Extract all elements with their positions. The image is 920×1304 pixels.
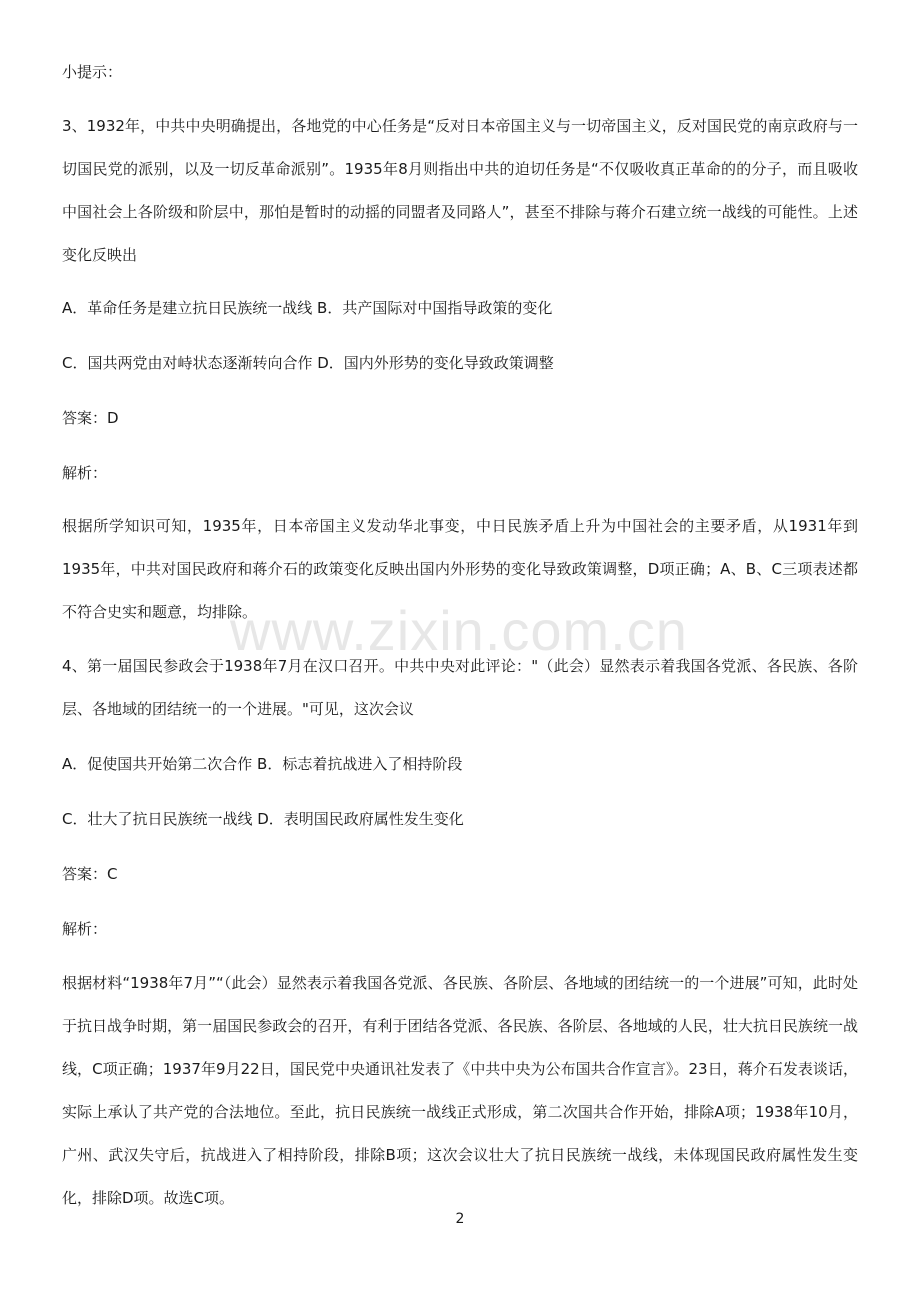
- question-3-options-line-1: A．革命任务是建立抗日民族统一战线 B．共产国际对中国指导政策的变化: [62, 299, 553, 317]
- hint-label: 小提示：: [62, 63, 123, 81]
- page-number: 2: [455, 1211, 465, 1227]
- question-3-stem: 3、1932年，中共中央明确提出，各地党的中心任务是“反对日本帝国主义与一切帝国主义，反对国民党的南京政府与一切国民党的派别，以及一切反革命派别”。1935年8月则指出中共的迫切任务是“不仅吸收真正革命的的分子，而且吸收中国社会上各阶级和阶层中，那怕是暂时的动摇的同盟者及同路人”，甚至不排除与蒋介石建立统一战线的可能性。上述变化反映出: [62, 117, 858, 264]
- question-3-answer: 答案：D: [62, 409, 119, 427]
- question-4-answer: 答案：C: [62, 865, 118, 883]
- question-4-analysis: 根据材料“1938年7月”“（此会）显然表示着我国各党派、各民族、各阶层、各地域的团结统一的一个进展”可知，此时处于抗日战争时期，第一届国民参政会的召开，有利于团结各党派、各民族、各阶层、各地域的人民，壮大抗日民族统一战线，C项正确；1937年9月22日，国民党中央通讯社发表了《中共中央为公布国共合作宣言》。23日，蒋介石发表谈话，实际上承认了共产党的合法地位。至此，抗日民族统一战线正式形成，第二次国共合作开始，排除A项；1938年10月，广州、武汉失守后，抗战进入了相持阶段，排除B项；这次会议壮大了抗日民族统一战线，未体现国民政府属性发生变化，排除D项。故选C项。: [62, 974, 858, 1207]
- question-4-options-line-2: C．壮大了抗日民族统一战线 D．表明国民政府属性发生变化: [62, 810, 464, 828]
- question-4-stem: 4、第一届国民参政会于1938年7月在汉口召开。中共中央对此评论："（此会）显然表示着我国各党派、各民族、各阶层、各地域的团结统一的一个进展。"可见，这次会议: [62, 657, 858, 718]
- question-4-analysis-label: 解析：: [62, 920, 108, 938]
- question-3-options-line-2: C．国共两党由对峙状态逐渐转向合作 D．国内外形势的变化导致政策调整: [62, 354, 554, 372]
- question-4-options-line-1: A．促使国共开始第二次合作 B．标志着抗战进入了相持阶段: [62, 755, 463, 773]
- question-3-analysis-label: 解析：: [62, 464, 108, 482]
- watermark: www.zixin.com.cn: [230, 599, 688, 662]
- question-3-analysis: 根据所学知识可知，1935年，日本帝国主义发动华北事变，中日民族矛盾上升为中国社会的主要矛盾，从1931年到1935年，中共对国民政府和蒋介石的政策变化反映出国内外形势的变化导致政策调整，D项正确；A、B、C三项表述都不符合史实和题意，均排除。: [62, 517, 858, 621]
